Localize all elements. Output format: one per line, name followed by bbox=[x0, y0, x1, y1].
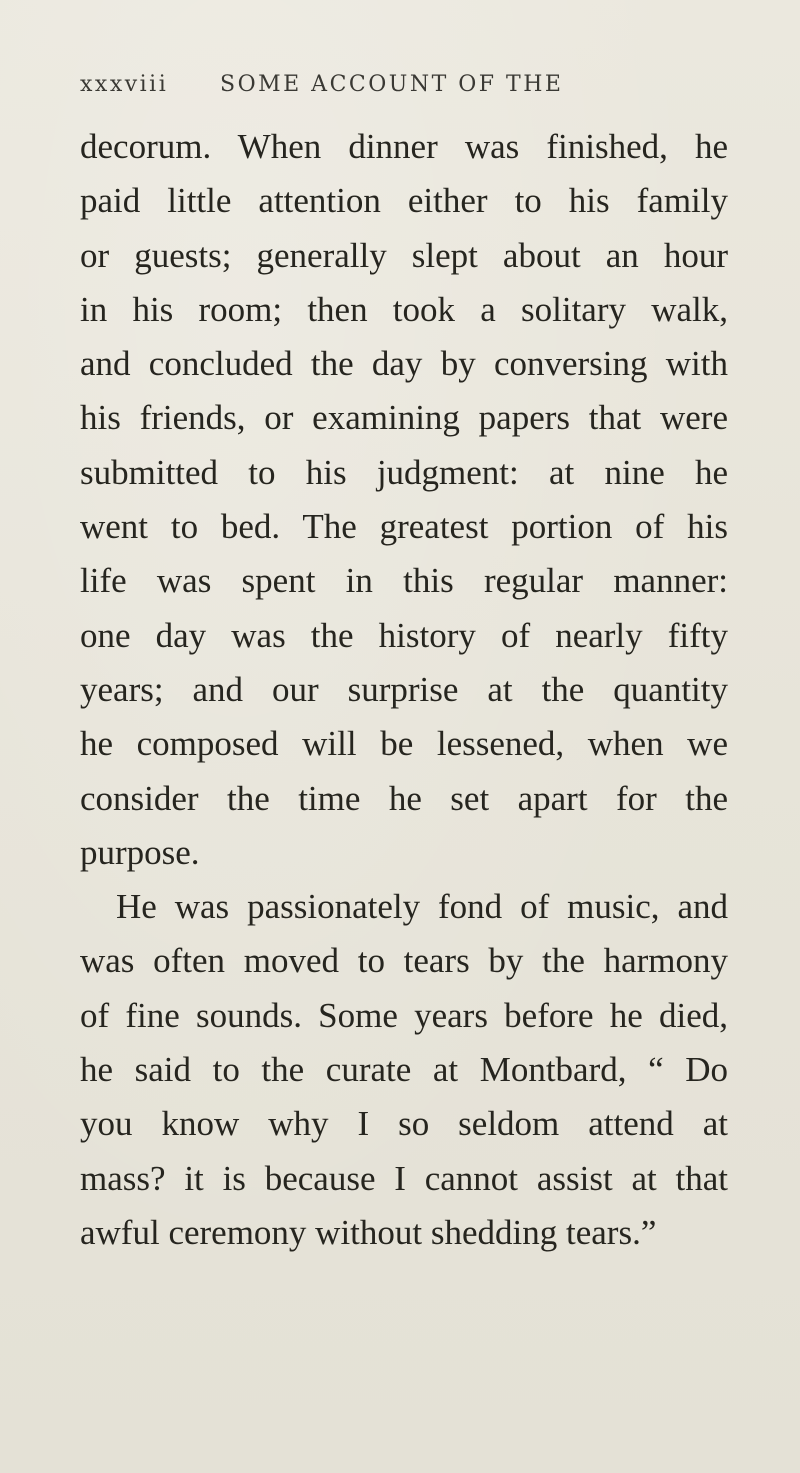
text-line: one day was the history of nearly fifty bbox=[80, 615, 728, 655]
text-line: consider the time he set apart for the bbox=[80, 778, 728, 818]
text-line: in his room; then took a solitary walk, bbox=[80, 289, 728, 329]
text-line: life was spent in this regular manner: bbox=[80, 561, 728, 601]
text-line: his friends, or examining papers that were bbox=[80, 398, 728, 438]
text-line: years; and our surprise at the quantity bbox=[80, 669, 728, 709]
body-text bbox=[80, 120, 728, 1260]
running-head bbox=[80, 72, 720, 108]
paragraph-end-line: purpose. bbox=[80, 832, 200, 872]
text-line: he composed will be lessened, when we bbox=[80, 724, 728, 764]
text-line: paid little attention either to his family bbox=[80, 181, 728, 221]
paragraph-end-line: awful ceremony without shedding tears.” bbox=[80, 1212, 657, 1252]
text-line: and concluded the day by conversing with bbox=[80, 344, 728, 384]
text-line: of fine sounds. Some years before he died, bbox=[80, 995, 728, 1035]
text-line: you know why I so seldom attend at bbox=[80, 1104, 728, 1144]
text-line: decorum. When dinner was finished, he bbox=[80, 127, 728, 166]
paragraph-start-line: He was passionately fond of music, and bbox=[116, 887, 728, 927]
text-line: went to bed. The greatest portion of his bbox=[80, 507, 728, 547]
text-line: or guests; generally slept about an hour bbox=[80, 235, 728, 275]
text-line: mass? it is because I cannot assist at that bbox=[80, 1158, 728, 1198]
text-line: submitted to his judgment: at nine he bbox=[80, 452, 728, 492]
page-number: xxxviii bbox=[80, 72, 169, 97]
text-line: he said to the curate at Montbard, “ Do bbox=[80, 1050, 728, 1090]
running-title: SOME ACCOUNT OF THE bbox=[220, 72, 564, 97]
text-line: was often moved to tears by the harmony bbox=[80, 941, 728, 981]
